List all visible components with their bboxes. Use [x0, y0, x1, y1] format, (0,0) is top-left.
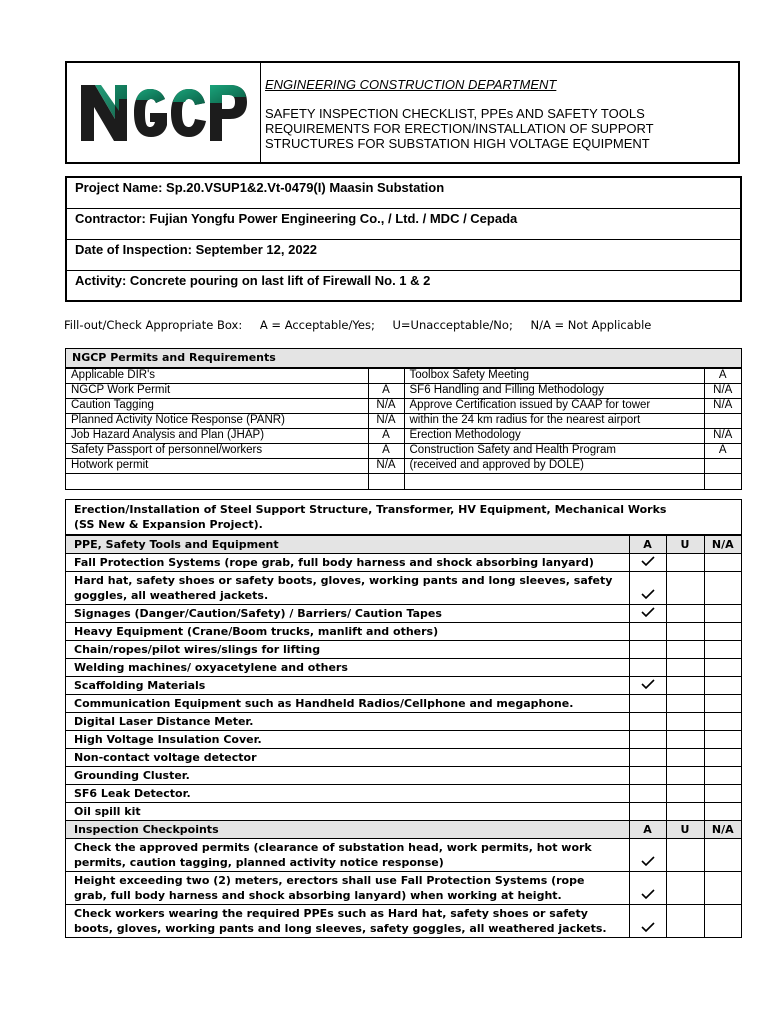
checklist-row — [66, 785, 741, 803]
checklist-row — [66, 872, 741, 905]
checklist-row — [66, 623, 741, 641]
checklist-title-line: SAFETY INSPECTION CHECKLIST, PPEs AND SAFETY TOOLS — [265, 106, 645, 121]
cell-a[interactable] — [629, 554, 666, 572]
cell-a[interactable] — [629, 623, 666, 641]
cell-a[interactable] — [629, 749, 666, 767]
permit-left-label: Caution Tagging — [66, 399, 368, 414]
permit-right-value — [704, 414, 741, 429]
checklist-row — [66, 803, 741, 821]
checklist-row — [66, 767, 741, 785]
cell-na[interactable] — [704, 731, 741, 749]
cell-a[interactable] — [629, 572, 666, 605]
cell-na[interactable] — [704, 713, 741, 731]
checklist-item-label: Grounding Cluster. — [66, 767, 629, 785]
erection-title-line: (SS New & Expansion Project). — [74, 518, 263, 531]
permit-row — [66, 384, 741, 399]
cell-a[interactable] — [629, 872, 666, 905]
permits-table — [65, 348, 742, 490]
logo-cell — [67, 63, 261, 162]
erection-table — [65, 499, 742, 938]
contractor: Contractor: Fujian Yongfu Power Engineering Co., / Ltd. / MDC / Cepada — [67, 209, 740, 240]
checkmark-icon — [641, 678, 655, 690]
document-header — [65, 61, 740, 164]
column-a: A — [629, 821, 666, 839]
cell-a[interactable] — [629, 785, 666, 803]
checklist-row — [66, 605, 741, 623]
cell-a[interactable] — [629, 803, 666, 821]
legend-u: U=Unacceptable/No; — [392, 318, 513, 332]
permit-left-value: A — [368, 384, 404, 399]
permit-right-value — [704, 474, 741, 490]
cell-a[interactable] — [629, 713, 666, 731]
cell-u[interactable] — [666, 905, 704, 938]
ngcp-logo — [79, 81, 249, 143]
column-u: U — [666, 536, 704, 554]
permit-right-value: A — [704, 369, 741, 384]
permit-row — [66, 414, 741, 429]
cell-a[interactable] — [629, 695, 666, 713]
permit-right-label: (received and approved by DOLE) — [404, 459, 704, 474]
cell-u[interactable] — [666, 572, 704, 605]
checklist-item-label: Non-contact voltage detector — [66, 749, 629, 767]
cell-a[interactable] — [629, 731, 666, 749]
permit-left-value — [368, 369, 404, 384]
checkmark-icon — [641, 606, 655, 618]
checklist-title-line: REQUIREMENTS FOR ERECTION/INSTALLATION OF SUPPORT — [265, 121, 654, 136]
cell-na[interactable] — [704, 677, 741, 695]
checklist-item-label: Hard hat, safety shoes or safety boots, gloves, working pants and long sleeves, safety goggles, all weathered jackets. — [66, 572, 629, 605]
checklist-item-label: Height exceeding two (2) meters, erectors shall use Fall Protection Systems (rope grab, full body harness and shock absorbing lanyard) when working at height. — [66, 872, 629, 905]
cell-na[interactable] — [704, 695, 741, 713]
checkmark-icon — [641, 888, 655, 900]
checklist-item-label: Fall Protection Systems (rope grab, full body harness and shock absorbing lanyard) — [66, 554, 629, 572]
cell-u[interactable] — [666, 677, 704, 695]
checklist-row — [66, 659, 741, 677]
checklist-item-label: Signages (Danger/Caution/Safety) / Barriers/ Caution Tapes — [66, 605, 629, 623]
checklist-item-label: Chain/ropes/pilot wires/slings for lifting — [66, 641, 629, 659]
cell-na[interactable] — [704, 905, 741, 938]
permit-right-label — [404, 474, 704, 490]
permit-right-value: A — [704, 444, 741, 459]
cell-na[interactable] — [704, 749, 741, 767]
checklist-row — [66, 731, 741, 749]
checklist-item-label: Scaffolding Materials — [66, 677, 629, 695]
cell-u[interactable] — [666, 767, 704, 785]
permit-right-label: within the 24 km radius for the nearest airport — [404, 414, 704, 429]
checklist-row — [66, 572, 741, 605]
permit-row — [66, 459, 741, 474]
permit-left-value: N/A — [368, 414, 404, 429]
checklist-item-label: High Voltage Insulation Cover. — [66, 731, 629, 749]
cell-a[interactable] — [629, 839, 666, 872]
cell-u[interactable] — [666, 785, 704, 803]
cell-na[interactable] — [704, 554, 741, 572]
cell-na[interactable] — [704, 767, 741, 785]
inspection-date: Date of Inspection: September 12, 2022 — [67, 240, 740, 271]
cell-u[interactable] — [666, 749, 704, 767]
checklist-item-label: Heavy Equipment (Crane/Boom trucks, manlift and others) — [66, 623, 629, 641]
permit-left-label — [66, 474, 368, 490]
cell-u[interactable] — [666, 839, 704, 872]
checklist-item-label: SF6 Leak Detector. — [66, 785, 629, 803]
permit-left-label: Safety Passport of personnel/workers — [66, 444, 368, 459]
cell-u[interactable] — [666, 695, 704, 713]
checklist-row — [66, 749, 741, 767]
column-na: N/A — [704, 821, 741, 839]
permit-left-value: N/A — [368, 459, 404, 474]
cell-a[interactable] — [629, 659, 666, 677]
permit-row — [66, 444, 741, 459]
column-na: N/A — [704, 536, 741, 554]
checklist-item-label: Welding machines/ oxyacetylene and others — [66, 659, 629, 677]
legend — [64, 318, 665, 332]
cell-na[interactable] — [704, 659, 741, 677]
legend-a: A = Acceptable/Yes; — [259, 318, 375, 332]
ppe-section-header — [66, 536, 741, 554]
column-a: A — [629, 536, 666, 554]
permit-right-label: Toolbox Safety Meeting — [404, 369, 704, 384]
checklist-row — [66, 677, 741, 695]
cell-na[interactable] — [704, 872, 741, 905]
section-header-label: PPE, Safety Tools and Equipment — [66, 536, 629, 554]
permit-row — [66, 474, 741, 490]
checkpoints-section-header — [66, 821, 741, 839]
activity: Activity: Concrete pouring on last lift of Firewall No. 1 & 2 — [75, 273, 431, 288]
legend-na: N/A = Not Applicable — [530, 318, 652, 332]
checklist-row — [66, 695, 741, 713]
checklist-title-line: STRUCTURES FOR SUBSTATION HIGH VOLTAGE EQUIPMENT — [265, 136, 650, 151]
cell-u[interactable] — [666, 713, 704, 731]
legend-label: Fill-out/Check Appropriate Box: — [64, 318, 243, 332]
permit-right-value — [704, 459, 741, 474]
checkmark-icon — [641, 555, 655, 567]
checklist-row — [66, 554, 741, 572]
permit-left-value: A — [368, 444, 404, 459]
permit-left-value: N/A — [368, 399, 404, 414]
permit-left-label: Planned Activity Notice Response (PANR) — [66, 414, 368, 429]
cell-a[interactable] — [629, 677, 666, 695]
permit-left-label: NGCP Work Permit — [66, 384, 368, 399]
cell-a[interactable] — [629, 605, 666, 623]
department-title: ENGINEERING CONSTRUCTION DEPARTMENT — [265, 77, 557, 92]
permit-left-label: Job Hazard Analysis and Plan (JHAP) — [66, 429, 368, 444]
permit-row — [66, 369, 741, 384]
permit-row — [66, 429, 741, 444]
cell-u[interactable] — [666, 803, 704, 821]
cell-a[interactable] — [629, 641, 666, 659]
permit-left-value — [368, 474, 404, 490]
erection-title — [66, 500, 741, 535]
permit-right-label: SF6 Handling and Filling Methodology — [404, 384, 704, 399]
header-text — [265, 77, 735, 151]
cell-na[interactable] — [704, 803, 741, 821]
permit-left-label: Hotwork permit — [66, 459, 368, 474]
permits-title: NGCP Permits and Requirements — [66, 349, 741, 368]
cell-u[interactable] — [666, 641, 704, 659]
cell-u[interactable] — [666, 554, 704, 572]
permit-right-label: Approve Certification issued by CAAP for tower — [404, 399, 704, 414]
column-u: U — [666, 821, 704, 839]
cell-u[interactable] — [666, 731, 704, 749]
permit-right-value: N/A — [704, 384, 741, 399]
permit-left-label: Applicable DIR's — [66, 369, 368, 384]
cell-na[interactable] — [704, 641, 741, 659]
permit-left-value: A — [368, 429, 404, 444]
cell-u[interactable] — [666, 872, 704, 905]
section-header-label: Inspection Checkpoints — [66, 821, 629, 839]
checklist-item-label: Check workers wearing the required PPEs such as Hard hat, safety shoes or safety boots, gloves, working pants and long sleeves, safety goggles, all weathered jackets. — [66, 905, 629, 938]
checklist-item-label: Communication Equipment such as Handheld Radios/Cellphone and megaphone. — [66, 695, 629, 713]
cell-na[interactable] — [704, 785, 741, 803]
cell-u[interactable] — [666, 623, 704, 641]
checkmark-icon — [641, 921, 655, 933]
permit-right-value: N/A — [704, 429, 741, 444]
checklist-row — [66, 713, 741, 731]
checklist-row — [66, 905, 741, 938]
svg-text:NGCP: NGCP — [79, 81, 82, 82]
permit-right-label: Construction Safety and Health Program — [404, 444, 704, 459]
permit-right-value: N/A — [704, 399, 741, 414]
cell-na[interactable] — [704, 623, 741, 641]
checklist-row — [66, 839, 741, 872]
checkmark-icon — [641, 855, 655, 867]
erection-title-line: Erection/Installation of Steel Support Structure, Transformer, HV Equipment, Mechanical Works — [74, 503, 667, 516]
checklist-item-label: Check the approved permits (clearance of substation head, work permits, hot work permits, caution tagging, planned activity notice response) — [66, 839, 629, 872]
cell-u[interactable] — [666, 659, 704, 677]
cell-na[interactable] — [704, 839, 741, 872]
cell-na[interactable] — [704, 605, 741, 623]
checklist-row — [66, 641, 741, 659]
checklist-item-label: Digital Laser Distance Meter. — [66, 713, 629, 731]
cell-u[interactable] — [666, 605, 704, 623]
cell-na[interactable] — [704, 572, 741, 605]
permit-row — [66, 399, 741, 414]
checklist-item-label: Oil spill kit — [66, 803, 629, 821]
permit-right-label: Erection Methodology — [404, 429, 704, 444]
project-info-box — [65, 176, 742, 302]
cell-a[interactable] — [629, 905, 666, 938]
project-name: Project Name: Sp.20.VSUP1&2.Vt-0479(I) Maasin Substation — [67, 178, 740, 209]
checkmark-icon — [641, 588, 655, 600]
cell-a[interactable] — [629, 767, 666, 785]
